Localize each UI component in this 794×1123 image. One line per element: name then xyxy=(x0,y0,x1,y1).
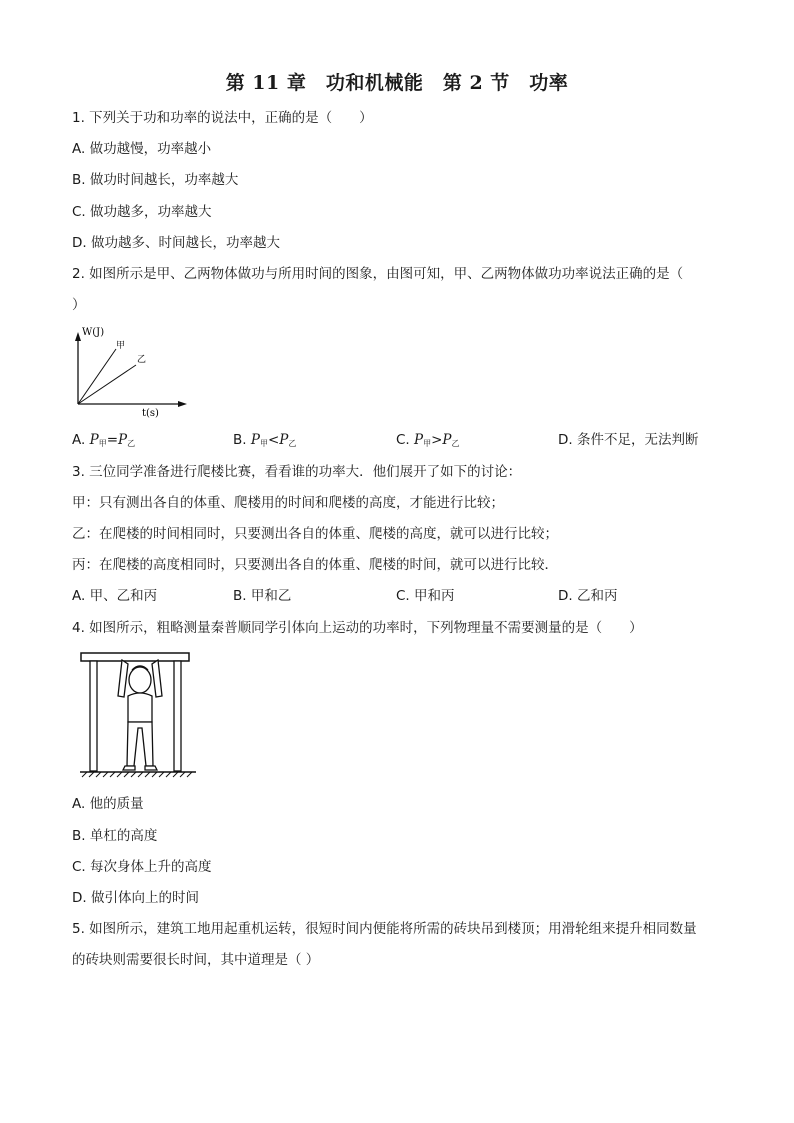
question-3-stem: 3. 三位同学准备进行爬楼比赛，看看谁的功率大．他们展开了如下的讨论： xyxy=(72,464,522,480)
question-4-option-d: D. 做引体向上的时间 xyxy=(72,890,199,906)
x-axis-arrow xyxy=(178,401,187,407)
question-3-statement-yi: 乙：在爬楼的时间相同时，只要测出各自的体重、爬楼的高度，就可以进行比较； xyxy=(72,526,558,542)
question-3-option-d: D. 乙和丙 xyxy=(558,588,618,604)
pull-up-figure xyxy=(78,650,198,778)
question-2-option-d: D. 条件不足，无法判断 xyxy=(558,432,699,448)
question-2-option-b: B. $P_甲<P_乙$ xyxy=(233,432,297,448)
question-2-stem-line2: ） xyxy=(72,297,86,313)
question-4-option-c: C. 每次身体上升的高度 xyxy=(72,859,212,875)
label-yi: 乙 xyxy=(137,355,147,365)
y-axis-label: W(J) xyxy=(82,327,105,338)
y-axis-arrow xyxy=(75,332,81,341)
right-post xyxy=(174,661,181,771)
question-3-options xyxy=(72,586,722,606)
person xyxy=(118,660,162,770)
line-jia xyxy=(78,349,116,404)
question-4-option-b: B. 单杠的高度 xyxy=(72,828,158,844)
question-1-option-b: B. 做功时间越长，功率越大 xyxy=(72,172,239,188)
question-3-option-b: B. 甲和乙 xyxy=(233,588,292,604)
left-post xyxy=(90,661,97,771)
question-1-option-d: D. 做功越多、时间越长，功率越大 xyxy=(72,235,280,251)
question-1-option-a: A. 做功越慢，功率越小 xyxy=(72,141,212,157)
question-4-stem: 4. 如图所示，粗略测量秦普顺同学引体向上运动的功率时，下列物理量不需要测量的是（ ） xyxy=(72,620,643,636)
x-axis-label: t(s) xyxy=(142,408,159,418)
question-2-option-c: C. $P_甲>P_乙$ xyxy=(396,432,460,448)
work-time-graph xyxy=(66,322,196,418)
question-3-statement-bing: 丙：在爬楼的高度相同时，只要测出各自的体重、爬楼的时间，就可以进行比较． xyxy=(72,557,558,573)
question-5-stem-line2: 的砖块则需要很长时间，其中道理是（ ） xyxy=(72,952,320,968)
question-5-stem-line1: 5. 如图所示，建筑工地用起重机运转，很短时间内便能将所需的砖块吊到楼顶；用滑轮组来提升相同数量 xyxy=(72,921,697,937)
label-jia: 甲 xyxy=(116,341,126,351)
question-3-option-c: C. 甲和丙 xyxy=(396,588,455,604)
question-3-option-a: A. 甲、乙和丙 xyxy=(72,588,158,604)
line-yi xyxy=(78,365,136,404)
question-3-statement-jia: 甲：只有测出各自的体重、爬楼用的时间和爬楼的高度，才能进行比较； xyxy=(72,495,504,511)
question-2-stem-line1: 2. 如图所示是甲、乙两物体做功与所用时间的图象，由图可知，甲、乙两物体做功功率说法正确的是（ xyxy=(72,266,684,282)
question-1-option-c: C. 做功越多，功率越大 xyxy=(72,204,212,220)
question-2-options xyxy=(72,430,722,450)
question-2-option-a: A. $P_甲=P_乙$ xyxy=(72,432,136,448)
page-title: 第 11 章 功和机械能 第 2 节 功率 xyxy=(225,72,569,94)
horizontal-bar xyxy=(81,653,189,661)
question-4-option-a: A. 他的质量 xyxy=(72,796,144,812)
question-1-stem: 1. 下列关于功和功率的说法中，正确的是（ ） xyxy=(72,110,373,126)
